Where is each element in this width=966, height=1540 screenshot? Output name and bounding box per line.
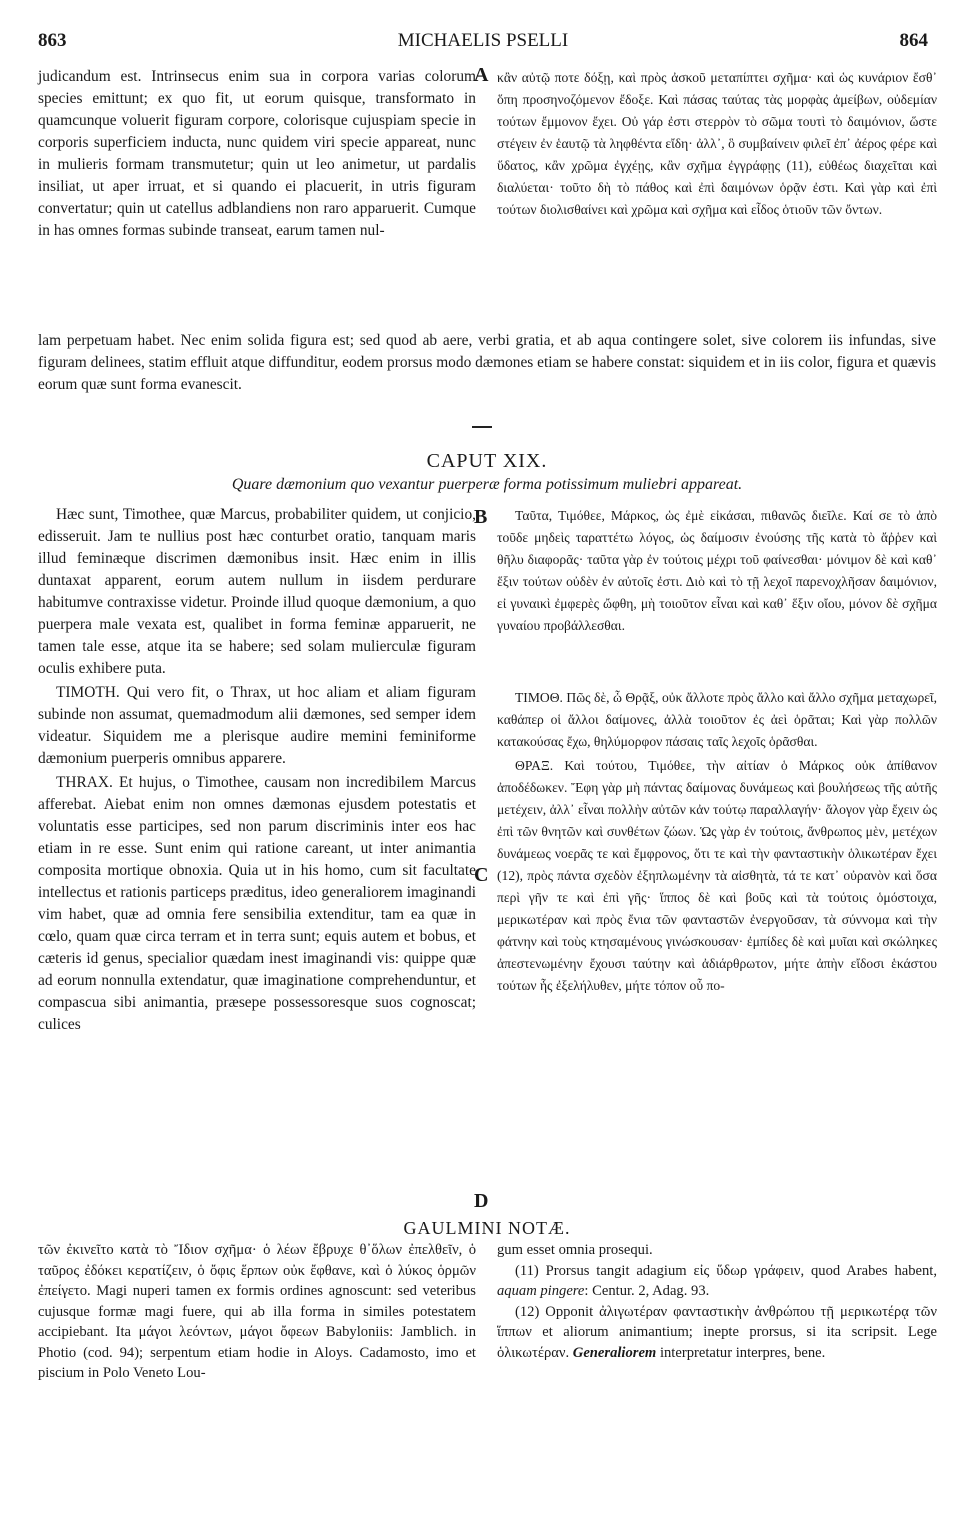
greek-paragraph-3: ΘΡΑΞ. Καὶ τούτου, Τιμόθεε, τὴν αἰτίαν ὁ Μάρκος οὐκ ἀπίθανον ἀποδέδωκεν. Ἔφη γὰρ μὴ πάντας δαίμονας δυνάμεως καὶ βουλήσεως τῆς αὐτῆς μετέχειν, ἀλλ᾽ εἶναι πολλὴν αὐτῶν κἀν τούτῳ παραλλαγήν· ἄλογον γὰρ ἔχειν ὡς ἐπὶ τῶν θνητῶν καὶ συνθέτων ζώων. Ὡς γὰρ ἐν τούτοις, ἄνθρωπος μὲν, μετέχων δυνάμεως νοερᾶς τε καὶ ἔμφρονος, ὅτι τε καὶ τὴν φανταστικὴν ὁλικωτέραν ἔχει (12), πρὸς πάντα σχεδὸν ἐξηπλωμένην τὰ αἰσθητὰ, τά τε κατ᾽ οὐρανὸν καὶ ὅσα περὶ γῆν τε καὶ ἐπὶ γῆς· ἵππος δὲ καὶ βοῦς καὶ τὰ τούτοις ὁμόστοιχα, μερικωτέραν καὶ πρὸς ἔνια τῶν φανταστῶν ἐνεργοῦσαν, τὰ σύννομα καὶ τὴν φάτνην καὶ τοὺς κτησαμένους γινώσκουσαν· ἐμπίδες δὲ καὶ μυῖαι καὶ σκώληκες ἀπεστενωμένην ἔχουσι ταύτην καὶ ἀδιάρθρωτον, μήτε ἀπὴν εἴδοσι ἑκάστου τούτων ἧς ἐξελήλυθεν, μήτε τόπον οὗ πο-	[497, 758, 937, 993]
note-continuation: gum esset omnia prosequi.	[497, 1242, 653, 1258]
note-11-text: (11) Prorsus tangit adagium εἰς ὕδωρ γράφειν, quod Arabes habent,	[515, 1262, 937, 1279]
greek-column	[497, 505, 937, 997]
latin-column	[38, 504, 476, 1036]
note-right-column	[497, 1240, 937, 1363]
latin-paragraph-3: THRAX. Et hujus, o Timothee, causam non incredibilem Marcus afferebat. Aiebat enim non omnes dæmonas ejusdem potestatis et voluntatis esse participes, sed non parum discriminis inter eos hac etiam in re esse. Sunt enim qui ratione careant, ut inter animantia composita mortique obnoxia. Quia ut in his homo, cum sit facultate intellectus et rationis particeps præditus, ideo generaliorem imaginandi vim habet, quæ ad omnia fere sensibilia extenditur, tam ea quæ in cœlo, quam quæ circa terram et in terra sunt; equis autem et bobus, et cæteris id genus, specialior quædam inest imaginandi vis: quippe quæ ad eorum nonnulla extendatur, quæ imaginatione comprehenduntur, et compascua sibi animantia, præsepe possessoresque suos cognoscat; culices	[38, 774, 476, 1033]
margin-marker-d: D	[474, 1190, 489, 1212]
running-title: MICHAELIS PSELLI	[397, 30, 569, 51]
note-11-emphasis: aquam pingere	[497, 1283, 585, 1299]
page-number-left: 863	[38, 30, 67, 51]
latin-full-width-paragraph: lam perpetuam habet. Nec enim solida figura est; sed quod ab aere, verbi gratia, et ab aqua contingere solet, sive colorem iis infundas, sive figuram delinees, statim effluit atque diffunditur, eodem prorsus modo dæmones etiam se habere constat: siquidem et in iis color, figura et quævis eorum quæ sunt forma evanescit.	[38, 332, 936, 393]
page-number-right: 864	[899, 30, 928, 51]
note-12-tail: interpretatur interpres, bene.	[656, 1344, 826, 1361]
note-12	[497, 1302, 937, 1364]
note-12-text: (12) Opponit ἀλιγωτέραν φανταστικὴν ἀνθρώπου τῇ μερικωτέρᾳ τῶν ἵππων et aliorum animantium; inepte prorsus, si ita scripsit. Lege ὁλικωτέραν.	[497, 1303, 937, 1361]
latin-paragraph-2: TIMOTH. Qui vero fit, o Thrax, ut hoc aliam et aliam figuram subinde non assumat, quemadmodum alii dæmones, sed semper idem videatur. Siquidem me a plerisque audire memini feminiforme dæmonium puerperis omnibus apparere.	[38, 684, 476, 767]
margin-marker-b: B	[474, 506, 488, 528]
greek-paragraph-1: Ταῦτα, Τιμόθεε, Μάρκος, ὡς ἐμὲ εἰκάσαι, πιθανῶς διεῖλε. Καί σε τὸ ἀπὸ τοῦδε μηδεὶς ταραττέτω λόγος, ὡς δαίμοσιν ἐνούσης τῆς κατὰ τὸ ἄῤῥεν καὶ θῆλυ διαφορᾶς· ταῦτα γὰρ ἐν τούτοις μέχρι τοῦ φαίνεσθαι· μόνιμον δὲ καὶ καθ᾽ ἕξιν τούτων οὐδὲν ἐν αὐτοῖς ἐστι. Διὸ καὶ τὸ τῇ λεχοῖ παρενοχλῆσαν δαιμόνιον, εἰ γυναικὶ ἐμφερὲς ὤφθη, μὴ τοιοῦτον εἶναι καὶ καθ᾽ ἕξιν οἴου, μόνον δὲ σχῆμα γυναίου προβάλλεσθαι.	[497, 508, 937, 633]
note-11-ref: : Centur. 2, Adag. 93.	[584, 1283, 710, 1299]
margin-marker-a: A	[474, 64, 489, 86]
greek-paragraph-2: ΤΙΜΟΘ. Πῶς δὲ, ὦ Θρᾷξ, οὐκ ἄλλοτε πρὸς ἄλλο καὶ ἄλλο σχῆμα μεταχωρεῖ, καθάπερ οἱ ἄλλοι δαίμονες, ἀλλὰ τοιοῦτον ἐς ἀεὶ ὁρᾶται; Καὶ γὰρ πολλῶν κατακούσας ἔχω, θηλύμορφον πάσαις ταῖς λεχοῖς ὁρᾶσθαι.	[497, 690, 937, 749]
notes-heading: GAULMINI NOTÆ.	[403, 1218, 571, 1238]
section-divider	[472, 426, 492, 428]
note-11	[497, 1261, 937, 1302]
note-left-column: τῶν ἐκινεῖτο κατὰ τὸ Ἴδιον σχῆμα· ὁ λέων ἔβρυχε θ᾽ὅλων ἐπελθεῖν, ὁ ταῦρος ἐδόκει κερατίζειν, ὁ ὄφις ἕρπων οὐκ ἔφθανε, καὶ ὁ λύκος ὁρμῶν ἐπείγετο. Magi nuperi tamen ex formis ordines agnoscunt: sed veteribus cujusque formæ magi fuere, qui ab illa forma in similes potestatem accipiebant. Ita μάγοι λεόντων, μάγοι ὄφεων Babyloniis: Jamblich. in Photio (cod. 94); serpentum etiam hodie in Aloys. Cadamosto, imo et piscium in Polo Veneto Lou-	[38, 1242, 476, 1381]
chapter-title: CAPUT XIX.	[426, 450, 548, 472]
chapter-subtitle: Quare dæmonium quo vexantur puerperæ forma potissimum muliebri appareat.	[231, 476, 743, 493]
latin-continuation: judicandum est. Intrinsecus enim sua in corpora varias colorum species emittunt; ex quo fit, ut eorum quisque, transformato in quamcunque voluerit figuram corpore, colorisque cujuspiam specie in corporis superficiem inducta, nunc quidem viri specie appareat, nunc in mulieris formam transmutetur; quin ut leo animetur, ut pardalis insiliat, ut aper irruat, et si quando ei placuerit, in utris figuram convertatur; quin ut catellus adblandiens non raro apparuerit. Cumque in has omnes formas subinde transeat, earum tamen nul-	[38, 68, 476, 239]
greek-continuation: κἂν αὐτῷ ποτε δόξῃ, καὶ πρὸς ἀσκοῦ μεταπίπτει σχῆμα· καὶ ὡς κυνάριον ἔσθ᾽ ὅπη προσηνοζόμενον ἔδοξε. Καὶ πάσας ταύτας τὰς μορφὰς ἀμείβων, οὐδεμίαν τούτων ἔμμονον ἔχει. Οὐ γάρ ἐστι στερρὸν τὸ σῶμα τουτὶ τὸ δαιμόνιον, ὥστε στέγειν ἐν ἑαυτῷ τὰ ληφθέντα εἴδη· ἀλλ᾽, ὃ συμβαίνειν φιλεῖ ἐπ᾽ ἀέρος φέρε καὶ ὕδατος, κἂν χρῶμα ἐγχέῃς, κἂν σχῆμα ἐγγράφῃς (11), εὐθέως διαχεῖται καὶ διαλύεται· τοῦτο δὴ τὸ πάθος καὶ ἐπὶ δαιμόνων ὁρᾷν ἐστι. Καὶ γὰρ καὶ ἐπὶ τούτων διολισθαίνει καὶ χρῶμα καὶ σχῆμα καὶ εἶδος ὁτιοῦν τῶν ὄντων.	[497, 70, 937, 217]
latin-paragraph-1: Hæc sunt, Timothee, quæ Marcus, probabiliter quidem, ut conjicio, edisseruit. Jam te nullius post hæc conturbet oratio, tanquam maris illud feminæque discrimen dæmonibus insit. Hæc enim in illis duntaxat apparent, eorum autem nullum in iisdem perdurare habitumve contraxisse videtur. Proinde illud quoque dæmonium, a quo puerpera male vexata est, qualibet in forma feminæ apparuerit, ne tamen tale esse, atque ita se habere; sed solam mulierculæ figuram oculis exhibere puta.	[38, 506, 476, 677]
margin-marker-c: C	[474, 864, 489, 886]
note-12-emphasis: Generaliorem	[572, 1344, 657, 1361]
